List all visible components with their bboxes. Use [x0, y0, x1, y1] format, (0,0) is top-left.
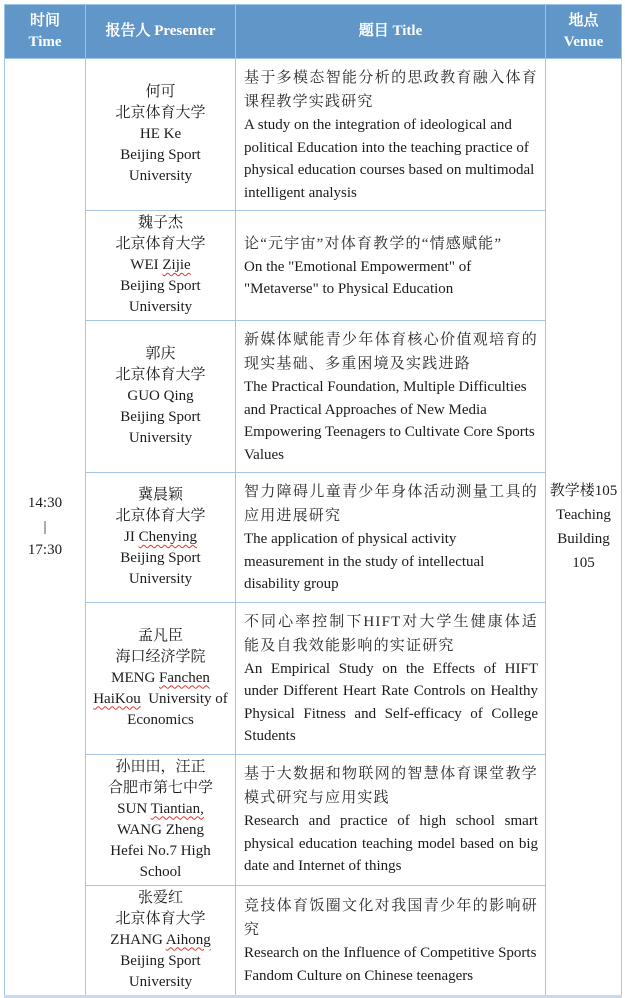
- table-row: [5, 473, 622, 603]
- title-cell: [236, 602, 546, 754]
- header-venue-en: Venue: [563, 33, 604, 50]
- presenter-line: [89, 647, 232, 668]
- misspelled-text: Aihong: [165, 931, 211, 948]
- conference-schedule-table: [4, 4, 622, 998]
- presenter-line: [89, 276, 232, 318]
- presenter-line: [89, 506, 232, 527]
- header-time-zh: 时间: [29, 12, 60, 29]
- presenter-text: 北京体育大学: [115, 236, 206, 252]
- presenter-line: [89, 234, 232, 255]
- presenter-text: MENG: [111, 669, 160, 686]
- presenter-line: [89, 344, 232, 365]
- header-title: 题目 Title: [236, 5, 546, 59]
- venue-line: 105: [572, 554, 595, 571]
- title-english: Research and practice of high school smart physical education teaching model based on big date and Internet of things: [244, 813, 538, 875]
- misspelled-text: HaiKou: [93, 690, 141, 707]
- misspelled-text: Zijie: [162, 257, 191, 273]
- table-row: [5, 211, 622, 321]
- header-row: [5, 5, 622, 59]
- title-cell: [236, 885, 546, 996]
- title-cell: [236, 211, 546, 321]
- title-cell: [236, 754, 546, 885]
- presenter-line: [89, 626, 232, 647]
- presenter-line: [89, 930, 232, 951]
- presenter-text: 张爱红: [137, 889, 183, 906]
- presenter-cell: [86, 211, 236, 321]
- title-chinese: 基于大数据和物联网的智慧体育课堂教学模式研究与应用实践: [244, 766, 538, 807]
- presenter-text: 冀晨颖: [137, 486, 183, 503]
- presenter-line: [89, 548, 232, 590]
- title-english: Research on the Influence of Competitive Sports Fandom Culture on Chinese teenagers: [244, 945, 537, 984]
- venue-cell: [546, 59, 622, 997]
- presenter-cell: [86, 602, 236, 754]
- presenter-line: [89, 527, 232, 548]
- presenter-line: [89, 757, 232, 778]
- presenter-line: [89, 778, 232, 799]
- header-venue: [546, 5, 622, 59]
- title-chinese: 智力障碍儿童青少年身体活动测量工具的应用进展研究: [244, 484, 538, 524]
- venue-line: Building: [557, 530, 610, 547]
- time-separator: |: [43, 518, 47, 535]
- presenter-text: 海口经济学院: [115, 648, 206, 665]
- title-cell: [236, 473, 546, 603]
- presenter-text: HE Ke: [139, 126, 182, 142]
- title-chinese: 新媒体赋能青少年体育核心价值观培育的现实基础、多重困境及实践进路: [244, 332, 538, 372]
- presenter-line: [89, 909, 232, 930]
- presenter-text: Beijing Sport University: [120, 952, 205, 990]
- presenter-text: Beijing Sport University: [120, 278, 205, 315]
- table-row: [5, 602, 622, 754]
- presenter-text: Hefei No.7 High School: [110, 842, 215, 880]
- presenter-text: University of: [140, 690, 228, 707]
- presenter-line: [89, 82, 232, 103]
- presenter-text: 何可: [145, 84, 176, 100]
- presenter-line: [89, 668, 232, 689]
- presenter-cell: [86, 321, 236, 473]
- presenter-text: Beijing Sport University: [120, 409, 205, 446]
- presenter-line: [89, 841, 232, 883]
- time-end: 17:30: [27, 541, 63, 558]
- title-english: The application of physical activity measurement in the study of intellectual disability group: [244, 531, 485, 592]
- presenter-line: [89, 485, 232, 506]
- presenter-text: 孙田田，汪正: [115, 758, 206, 775]
- presenter-text: 北京体育大学: [115, 105, 206, 121]
- presenter-text: GUO Qing: [127, 388, 194, 404]
- title-english: A study on the integration of ideological and political Education into the teaching practice of physical education courses based on multimodal intelligent analysis: [244, 117, 535, 201]
- presenter-text: WEI: [130, 257, 163, 273]
- table-row: [5, 59, 622, 211]
- presenter-line: [89, 124, 232, 145]
- presenter-text: Beijing Sport University: [120, 549, 205, 587]
- table-row: [5, 321, 622, 473]
- presenter-cell: [86, 59, 236, 211]
- presenter-text: SUN: [117, 800, 151, 817]
- presenter-text: 孟凡臣: [137, 627, 183, 644]
- presenter-text: Beijing Sport University: [120, 147, 205, 184]
- presenter-line: [89, 951, 232, 993]
- presenter-line: [89, 386, 232, 407]
- presenter-line: [89, 820, 232, 841]
- misspelled-text: Chenying: [138, 528, 197, 545]
- presenter-text: 郭庆: [145, 346, 176, 362]
- presenter-cell: [86, 754, 236, 885]
- venue-line: Teaching: [556, 506, 611, 523]
- presenter-line: [89, 103, 232, 124]
- presenter-text: ZHANG: [110, 931, 166, 948]
- time-start: 14:30: [27, 494, 63, 511]
- presenter-cell: [86, 473, 236, 603]
- misspelled-text: Fanchen: [159, 669, 210, 686]
- presenter-line: [89, 407, 232, 449]
- presenter-line: [89, 710, 232, 731]
- presenter-text: 北京体育大学: [115, 507, 206, 524]
- title-english: An Empirical Study on the Effects of HIFT under Different Heart Rate Controls on Healthy Physical Fitness and Self-efficacy of College Students: [244, 660, 538, 744]
- table-row: [5, 754, 622, 885]
- presenter-text: 北京体育大学: [115, 910, 206, 927]
- misspelled-text: Tiantian,: [150, 800, 204, 817]
- presenter-line: [89, 888, 232, 909]
- presenter-text: 合肥市第七中学: [107, 779, 213, 796]
- title-cell: [236, 59, 546, 211]
- venue-line: 教学楼105: [549, 482, 618, 499]
- presenter-text: JI: [124, 528, 139, 545]
- presenter-line: [89, 799, 232, 820]
- presenter-text: 魏子杰: [137, 215, 183, 231]
- title-english: The Practical Foundation, Multiple Difficulties and Practical Approaches of New Media Empowering Teenagers to Cultivate Core Sports Values: [244, 379, 535, 463]
- time-cell: [5, 59, 86, 997]
- presenter-cell: [86, 885, 236, 996]
- presenter-line: [89, 213, 232, 234]
- title-english: On the "Emotional Empowerment" of "Metaverse" to Physical Education: [244, 258, 472, 297]
- header-time-en: Time: [28, 33, 62, 50]
- presenter-text: 北京体育大学: [115, 367, 206, 383]
- presenter-line: [89, 255, 232, 276]
- presenter-line: [89, 145, 232, 187]
- title-chinese: 基于多模态智能分析的思政教育融入体育课程教学实践研究: [244, 70, 538, 110]
- title-cell: [236, 321, 546, 473]
- title-chinese: 不同心率控制下HIFT对大学生健康体适能及自我效能影响的实证研究: [244, 613, 538, 654]
- header-presenter: 报告人 Presenter: [86, 5, 236, 59]
- title-chinese: 竞技体育饭圈文化对我国青少年的影响研究: [244, 898, 538, 938]
- presenter-line: [89, 365, 232, 386]
- presenter-text: Economics: [127, 711, 194, 728]
- presenter-line: [89, 689, 232, 710]
- header-time: [5, 5, 86, 59]
- table-row: [5, 885, 622, 996]
- header-venue-zh: 地点: [568, 12, 599, 29]
- title-chinese: 论“元宇宙”对体育教学的“情感赋能”: [244, 235, 503, 252]
- presenter-text: WANG Zheng: [116, 821, 205, 838]
